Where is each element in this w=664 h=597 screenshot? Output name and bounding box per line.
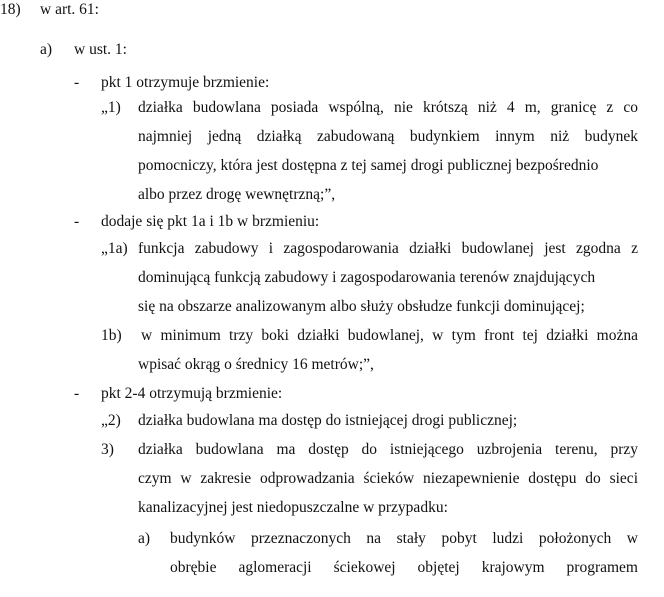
point-3-line-3: kanalizacyjnej jest niedopuszczalne w przypadku:	[138, 499, 448, 516]
point-2-label: „2)	[101, 412, 121, 429]
subitem-a-text: w ust. 1:	[74, 41, 127, 58]
point-1a-line-1: funkcja zabudowy i zagospodarowania działki budowlanej jest zgodna z	[138, 240, 638, 257]
point-3-line-2: czym w zakresie odprowadzania ścieków niezapewnienie dostępu do sieci	[138, 470, 638, 487]
bullet-1-text: pkt 1 otrzymuje brzmienie:	[101, 74, 270, 91]
point-2-line-1: działka budowlana ma dostęp do istniejącej drogi publicznej;	[138, 412, 518, 429]
point-1-line-4: albo przez drogę wewnętrzną;”,	[138, 186, 336, 203]
point-3a-line-1: budynków przeznaczonych na stały pobyt ludzi położonych w	[170, 530, 638, 547]
point-3-line-1: działka budowlana ma dostęp do istniejącego uzbrojenia terenu, przy	[138, 441, 638, 458]
point-3-label: 3)	[101, 441, 114, 458]
point-1b-line-1: w minimum trzy boki działki budowlanej, w tym front tej działki można	[141, 327, 638, 344]
dash-bullet: -	[74, 74, 80, 91]
dash-bullet: -	[74, 385, 80, 402]
dash-bullet: -	[74, 213, 80, 230]
point-1-line-3: pomocniczy, która jest dostępna z tej samej drogi publicznej bezpośrednio	[138, 157, 599, 174]
point-1-line-1: działka budowlana posiada wspólną, nie krótszą niż 4 m, granicę z co	[138, 99, 638, 116]
point-1a-label: „1a)	[101, 240, 128, 257]
point-1-line-2: najmniej jedną działką zabudowaną budynkiem innym niż budynek	[138, 128, 638, 145]
subitem-a-label: a)	[40, 41, 53, 58]
point-1b-label: 1b)	[101, 327, 122, 344]
point-1a-line-2: dominującą funkcją zabudowy i zagospodarowania terenów znajdujących	[138, 269, 596, 286]
bullet-3-text: pkt 2-4 otrzymują brzmienie:	[101, 385, 283, 402]
point-3a-label: a)	[138, 530, 151, 547]
point-1a-line-3: się na obszarze analizowanym albo służy obsłudze funkcji dominującej;	[138, 298, 585, 315]
item-number-18: 18)	[0, 1, 21, 18]
item-18-text: w art. 61:	[40, 1, 99, 18]
point-1b-line-2: wpisać okrąg o średnicy 16 metrów;”,	[138, 356, 374, 373]
point-3a-line-2: obrębie aglomeracji ściekowej objętej krajowym programem	[170, 559, 638, 576]
point-1-label: „1)	[101, 99, 121, 116]
bullet-2-text: dodaje się pkt 1a i 1b w brzmieniu:	[101, 213, 320, 230]
